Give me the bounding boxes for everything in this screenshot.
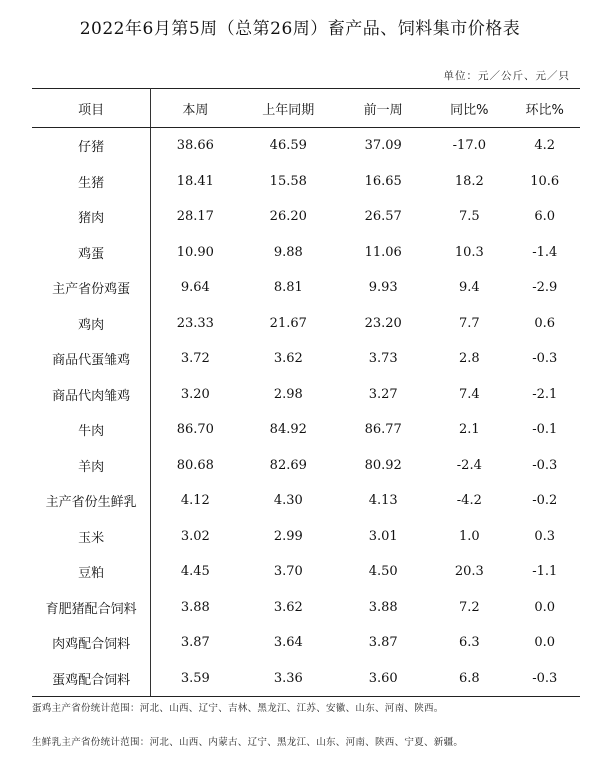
row-item-name: 商品代蛋雏鸡: [32, 341, 151, 377]
row-value-cell: 86.70: [176, 422, 214, 438]
row-value-cell: 18.2: [454, 173, 484, 189]
row-item-name: 育肥猪配合饲料: [32, 590, 151, 626]
row-value-cell: 4.2: [534, 138, 556, 154]
row-value-cell: 7.2: [458, 599, 480, 615]
row-value-cell: 3.70: [273, 564, 303, 580]
row-value-cell: 2.98: [273, 386, 303, 402]
row-value-cell: 80.68: [176, 457, 214, 473]
row-value-cell: 20.3: [454, 564, 484, 580]
row-value-cell: 8.81: [273, 280, 303, 296]
row-value-cell: -0.2: [532, 493, 558, 509]
row-value-cell: 3.72: [180, 351, 210, 367]
row-value-cell: 16.65: [364, 173, 402, 189]
row-item-name: 玉米: [32, 519, 151, 555]
unit-label: 单位：元／公斤、元／只: [443, 70, 570, 82]
row-value-cell: 3.36: [239, 661, 337, 697]
row-item-name: 仔猪: [32, 128, 151, 164]
row-item-name: 鸡肉: [32, 306, 151, 342]
table-row: [32, 412, 580, 448]
row-value-cell: 9.88: [273, 244, 303, 260]
table-row: [32, 235, 580, 271]
row-value-cell: 10.90: [176, 244, 214, 260]
row-item-name: 肉鸡配合饲料: [32, 625, 151, 661]
row-value-cell: -0.1: [532, 422, 558, 438]
row-value-cell: 10.6: [530, 173, 560, 189]
row-value-cell: 7.5: [458, 209, 480, 225]
row-item-name: 主产省份生鲜乳: [32, 483, 151, 519]
row-value-cell: -1.1: [532, 564, 558, 580]
table-row: [32, 128, 580, 164]
row-value-cell: 2.1: [458, 422, 480, 438]
row-value-cell: 6.3: [458, 635, 480, 651]
table-row: [32, 519, 580, 555]
table-header: [32, 89, 580, 128]
row-value-cell: 3.59: [151, 661, 240, 697]
footnotes: [32, 700, 592, 768]
header-item: 项目: [32, 89, 151, 128]
row-value-cell: 3.64: [273, 635, 303, 651]
header-yoy: 同比%: [429, 89, 509, 128]
table-body: [32, 128, 580, 697]
row-item-name: 蛋鸡配合饲料: [32, 661, 151, 697]
row-value-cell: 3.88: [368, 599, 398, 615]
row-item-name: 牛肉: [32, 412, 151, 448]
row-value-cell: 3.87: [368, 635, 398, 651]
row-item-name: 羊肉: [32, 448, 151, 484]
row-value-cell: 38.66: [176, 138, 214, 154]
row-value-cell: 86.77: [364, 422, 402, 438]
row-value-cell: 3.73: [368, 351, 398, 367]
row-value-cell: 3.60: [337, 661, 429, 697]
row-value-cell: 9.93: [368, 280, 398, 296]
table-row: [32, 661, 580, 697]
row-value-cell: 2.8: [458, 351, 480, 367]
row-value-cell: 0.6: [534, 315, 556, 331]
price-table: [32, 88, 580, 697]
row-value-cell: 3.62: [273, 599, 303, 615]
row-value-cell: 0.3: [534, 528, 556, 544]
page-title: 2022年6月第5周（总第26周）畜产品、饲料集市价格表: [79, 19, 521, 39]
row-value-cell: 23.20: [364, 315, 402, 331]
header-last-year: 上年同期: [239, 89, 337, 128]
row-value-cell: 3.20: [180, 386, 210, 402]
row-value-cell: 2.99: [273, 528, 303, 544]
row-value-cell: 84.92: [269, 422, 307, 438]
table-row: [32, 377, 580, 413]
row-value-cell: 3.01: [368, 528, 398, 544]
row-value-cell: 28.17: [176, 209, 214, 225]
row-item-name: 商品代肉雏鸡: [32, 377, 151, 413]
row-value-cell: 26.57: [364, 209, 402, 225]
row-value-cell: 46.59: [269, 138, 307, 154]
row-value-cell: 21.67: [269, 315, 307, 331]
row-value-cell: -2.9: [532, 280, 558, 296]
row-value-cell: 7.4: [458, 386, 480, 402]
row-value-cell: 18.41: [176, 173, 214, 189]
row-value-cell: 3.88: [180, 599, 210, 615]
table-row: [32, 554, 580, 590]
table-row: [32, 448, 580, 484]
header-wow: 环比%: [509, 89, 580, 128]
row-value-cell: 3.27: [368, 386, 398, 402]
row-value-cell: 4.45: [180, 564, 210, 580]
row-value-cell: 0.0: [534, 635, 556, 651]
row-value-cell: -0.3: [509, 661, 580, 697]
footnote-eggs: 蛋鸡主产省份统计范围：河北、山西、辽宁、吉林、黑龙江、江苏、安徽、山东、河南、陕西。: [32, 703, 444, 714]
row-value-cell: 4.13: [368, 493, 398, 509]
row-value-cell: 4.12: [180, 493, 210, 509]
row-value-cell: 0.0: [534, 599, 556, 615]
row-value-cell: 82.69: [269, 457, 307, 473]
table-row: [32, 306, 580, 342]
row-value-cell: -4.2: [456, 493, 482, 509]
header-prev-week: 前一周: [337, 89, 429, 128]
row-value-cell: -1.4: [532, 244, 558, 260]
row-value-cell: 4.50: [368, 564, 398, 580]
table-row: [32, 483, 580, 519]
row-item-name: 生猪: [32, 164, 151, 200]
table-row: [32, 199, 580, 235]
row-item-name: 豆粕: [32, 554, 151, 590]
footnote-milk: 生鲜乳主产省份统计范围：河北、山西、内蒙古、辽宁、黑龙江、山东、河南、陕西、宁夏、新疆。: [32, 737, 464, 748]
table-row: [32, 341, 580, 377]
row-value-cell: 10.3: [454, 244, 484, 260]
row-item-name: 猪肉: [32, 199, 151, 235]
header-this-week: 本周: [151, 89, 240, 128]
row-value-cell: 3.87: [180, 635, 210, 651]
row-value-cell: 11.06: [364, 244, 402, 260]
row-item-name: 鸡蛋: [32, 235, 151, 271]
table-row: [32, 164, 580, 200]
row-value-cell: 15.58: [269, 173, 307, 189]
table-row: [32, 625, 580, 661]
row-value-cell: 9.4: [458, 280, 480, 296]
row-item-name: 主产省份鸡蛋: [32, 270, 151, 306]
row-value-cell: -2.1: [532, 386, 558, 402]
row-value-cell: 3.62: [273, 351, 303, 367]
table-row: [32, 590, 580, 626]
row-value-cell: 23.33: [176, 315, 214, 331]
header-row: [32, 89, 580, 128]
row-value-cell: 26.20: [269, 209, 307, 225]
row-value-cell: 4.30: [273, 493, 303, 509]
row-value-cell: 3.02: [180, 528, 210, 544]
row-value-cell: 1.0: [458, 528, 480, 544]
table-row: [32, 270, 580, 306]
row-value-cell: 37.09: [364, 138, 402, 154]
row-value-cell: -0.3: [532, 457, 558, 473]
row-value-cell: 9.64: [180, 280, 210, 296]
row-value-cell: 6.8: [429, 661, 509, 697]
row-value-cell: -17.0: [452, 138, 486, 154]
row-value-cell: -2.4: [456, 457, 482, 473]
row-value-cell: -0.3: [532, 351, 558, 367]
row-value-cell: 6.0: [534, 209, 556, 225]
row-value-cell: 80.92: [364, 457, 402, 473]
row-value-cell: 7.7: [458, 315, 480, 331]
